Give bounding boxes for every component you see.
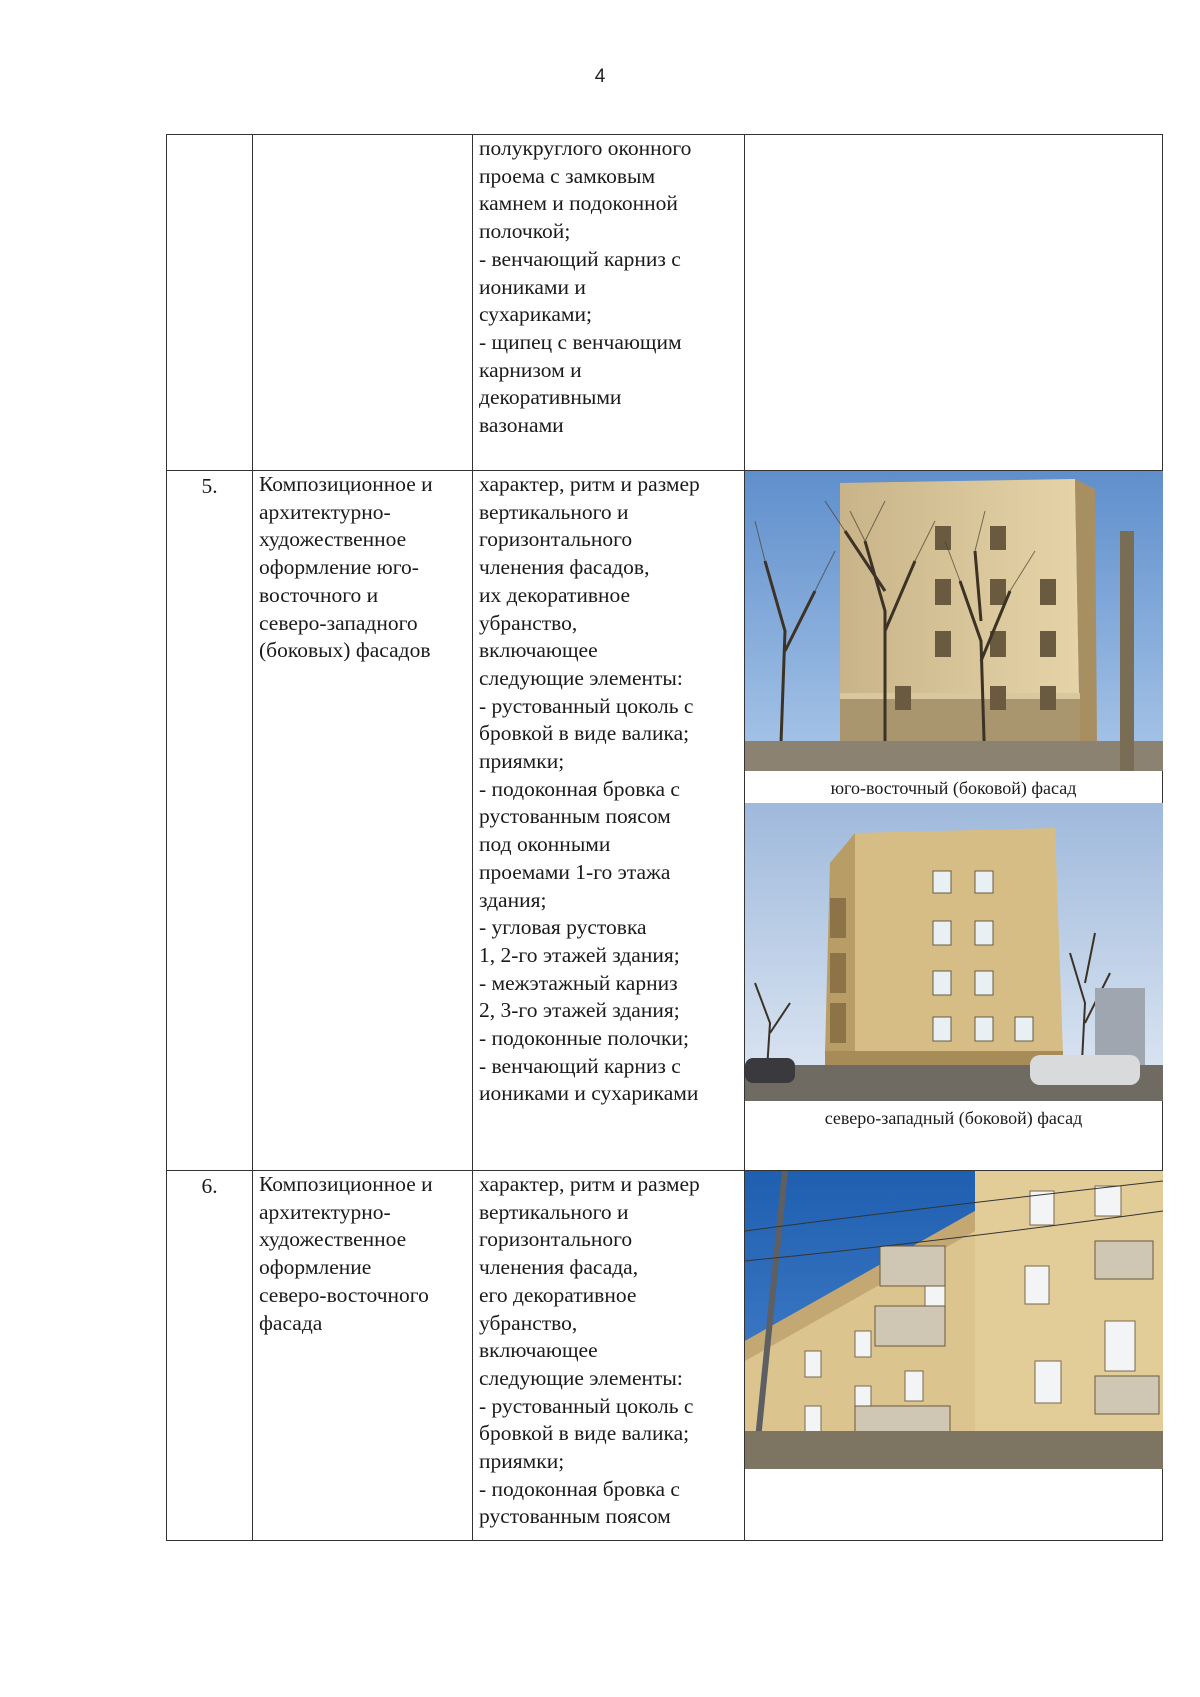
element-name-cell <box>253 1171 473 1541</box>
northwest-facade-photo <box>745 803 1163 1101</box>
photo-cell <box>745 471 1163 1171</box>
description-line: членения фасадов, <box>479 555 650 580</box>
row-number-cell <box>167 135 253 471</box>
name-line: (боковых) фасадов <box>259 638 431 663</box>
northeast-facade-photo <box>745 1171 1163 1469</box>
row-number: 5. <box>201 474 218 498</box>
row-number-cell <box>167 1171 253 1541</box>
name-line: архитектурно- <box>259 499 391 524</box>
description-line: 1, 2-го этажей здания; <box>479 942 680 967</box>
name-line: Композиционное и <box>259 1172 433 1196</box>
description-line: убранство, <box>479 610 578 635</box>
description-line: бровкой в виде валика; <box>479 1421 690 1446</box>
element-name-cell <box>253 135 473 471</box>
description-line: иониками и <box>479 274 586 299</box>
row-number: 6. <box>201 1174 218 1198</box>
name-line: художественное <box>259 1227 407 1252</box>
photo-cell <box>745 1171 1163 1541</box>
description-line: включающее <box>479 1338 598 1363</box>
description-line: вертикального и <box>479 499 629 524</box>
page-number: 4 <box>594 66 606 87</box>
description-line: - щипец с венчающим <box>479 329 682 354</box>
name-line: фасада <box>259 1310 323 1335</box>
description-line: полукруглого оконного <box>479 136 692 160</box>
description-line: полочкой; <box>479 219 571 244</box>
description-line: проемами 1-го этажа <box>479 859 671 884</box>
description-line: их декоративное <box>479 582 631 607</box>
element-description-cell <box>473 1171 745 1541</box>
description-line: его декоративное <box>479 1282 637 1307</box>
description-line: включающее <box>479 638 598 663</box>
description-line: камнем и подоконной <box>479 191 678 216</box>
description-line: здания; <box>479 887 547 912</box>
description-line: - венчающий карниз с <box>479 246 681 271</box>
table-row <box>167 135 1163 471</box>
name-line: художественное <box>259 527 407 552</box>
description-line: - венчающий карниз с <box>479 1053 681 1078</box>
description-line: следующие элементы: <box>479 665 683 690</box>
description-line: карнизом и <box>479 357 582 382</box>
description-line: - подоконная бровка с <box>479 776 680 801</box>
photo-cell <box>745 135 1163 471</box>
description-line: - рустованный цоколь с <box>479 693 694 718</box>
description-line: вазонами <box>479 413 564 438</box>
name-line: Композиционное и <box>259 472 433 496</box>
name-line: восточного и <box>259 582 379 607</box>
description-line: иониками и сухариками <box>479 1081 699 1106</box>
description-line: следующие элементы: <box>479 1365 683 1390</box>
description-line: характер, ритм и размер <box>479 472 700 496</box>
description-line: - рустованный цоколь с <box>479 1393 694 1418</box>
description-line: рустованным поясом <box>479 1504 671 1529</box>
description-line: приямки; <box>479 749 565 774</box>
description-line: сухариками; <box>479 302 593 327</box>
description-line: проема с замковым <box>479 163 656 188</box>
description-line: под оконными <box>479 832 611 857</box>
table-row <box>167 471 1163 1171</box>
description-line: убранство, <box>479 1310 578 1335</box>
description-line: характер, ритм и размер <box>479 1172 700 1196</box>
photo-caption: северо-западный (боковой) фасад <box>824 1108 1083 1128</box>
name-line: архитектурно- <box>259 1199 391 1224</box>
name-line: северо-восточного <box>259 1282 429 1307</box>
name-line: оформление <box>259 1255 372 1280</box>
heritage-elements-table <box>166 134 1163 1541</box>
description-line: вертикального и <box>479 1199 629 1224</box>
description-line: - подоконные полочки; <box>479 1026 689 1051</box>
element-description-cell <box>473 471 745 1171</box>
element-name-cell <box>253 471 473 1171</box>
description-line: 2, 3-го этажей здания; <box>479 998 680 1023</box>
table-row <box>167 1171 1163 1541</box>
name-line: оформление юго- <box>259 555 419 580</box>
element-description-cell <box>473 135 745 471</box>
description-line: членения фасада, <box>479 1255 639 1280</box>
row-number-cell <box>167 471 253 1171</box>
description-line: - межэтажный карниз <box>479 970 678 995</box>
description-line: - подоконная бровка с <box>479 1476 680 1501</box>
description-line: бровкой в виде валика; <box>479 721 690 746</box>
description-line: рустованным поясом <box>479 804 671 829</box>
description-line: декоративными <box>479 385 622 410</box>
photo-caption: юго-восточный (боковой) фасад <box>830 778 1077 798</box>
description-line: приямки; <box>479 1449 565 1474</box>
description-line: - угловая рустовка <box>479 915 647 940</box>
description-line: горизонтального <box>479 527 633 552</box>
description-line: горизонтального <box>479 1227 633 1252</box>
southeast-facade-photo <box>745 471 1163 771</box>
name-line: северо-западного <box>259 610 418 635</box>
